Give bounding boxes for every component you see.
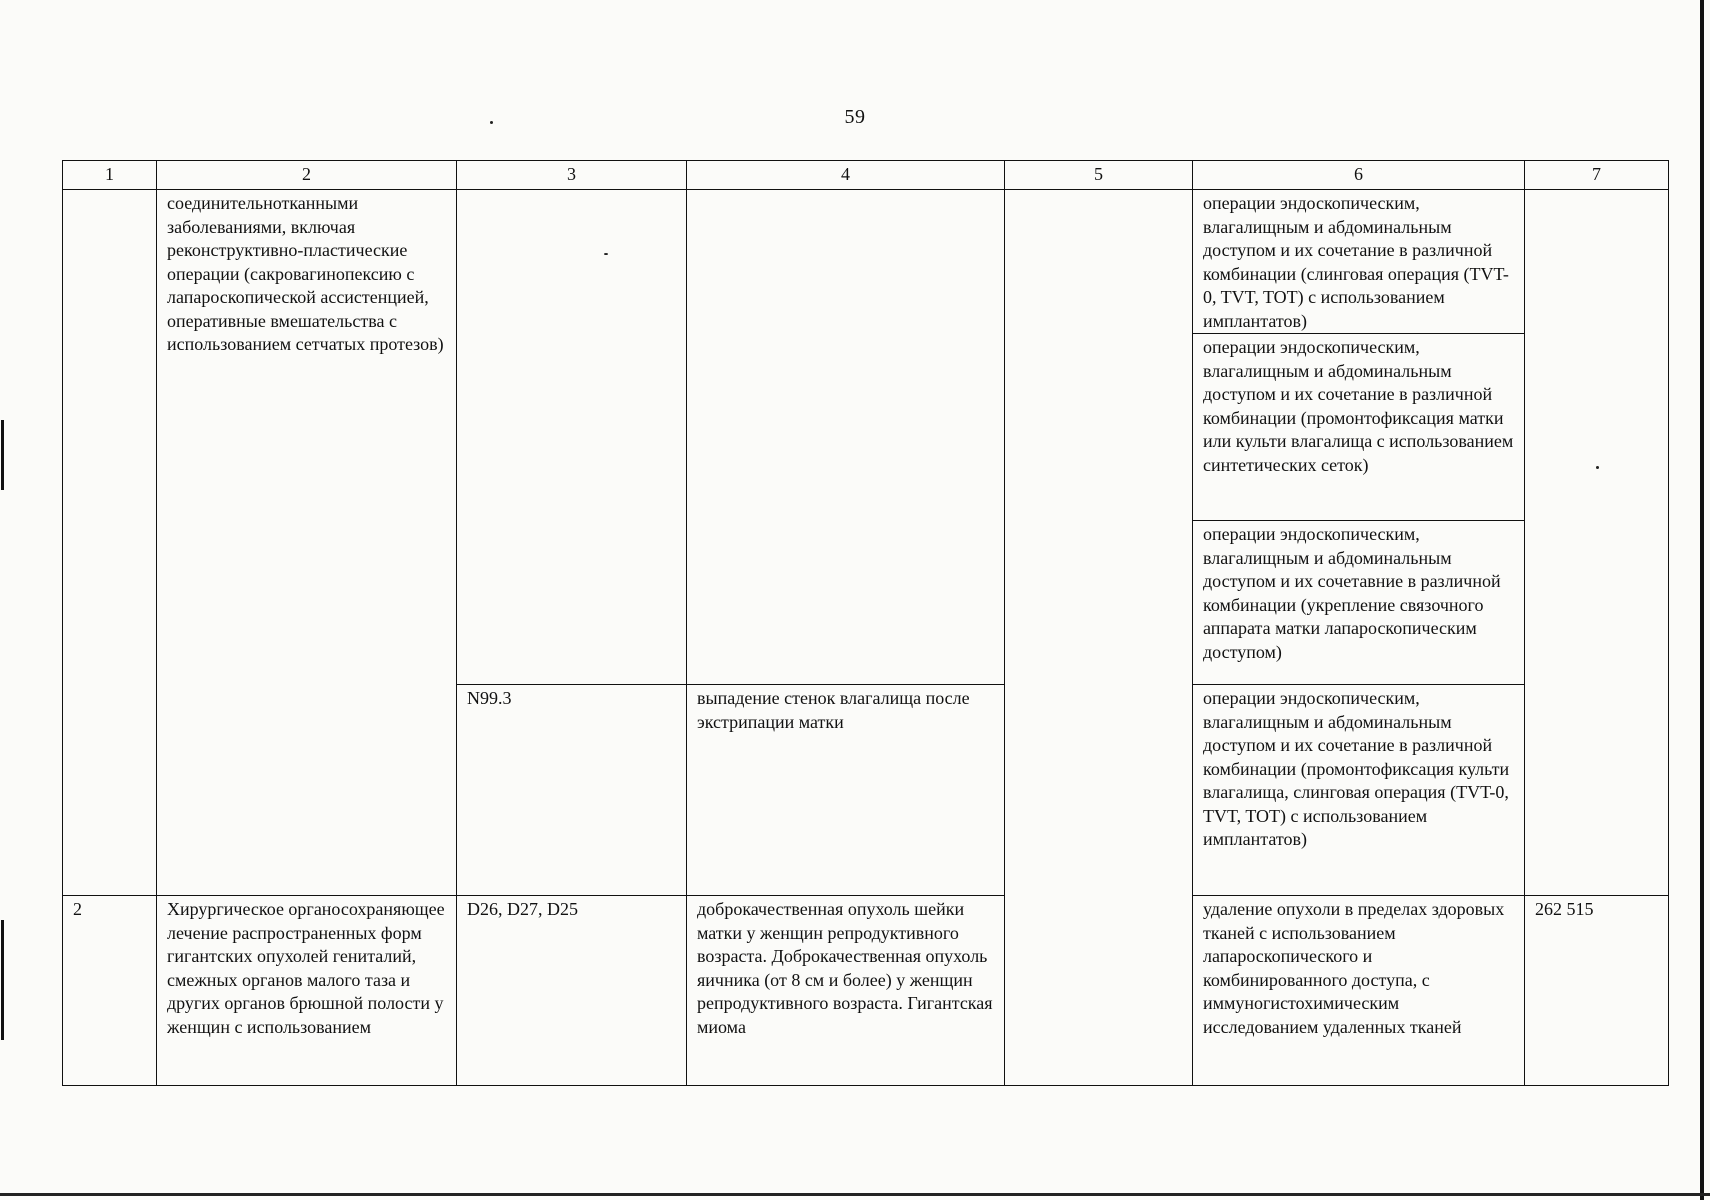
header-col-5: 5: [1005, 161, 1193, 190]
scan-bottom-edge: [0, 1193, 1710, 1196]
cell-cost-row2: 262 515: [1525, 896, 1669, 1086]
scan-edge-line: [1700, 0, 1704, 1200]
cell-code-n99: N99.3: [457, 685, 687, 896]
cell-col1-empty: [63, 190, 157, 896]
cell-col7-empty: [1525, 190, 1669, 896]
scan-left-mark: [1, 420, 4, 490]
header-col-2: 2: [157, 161, 457, 190]
cell-treatment-1: операции эндоскопическим, влагалищным и абдоминальным доступом и их сочетание в различной комбинации (слинговая операция (TVT-0, TVT, TOT) с использованием имплантатов): [1193, 190, 1525, 334]
scan-left-mark: [1, 920, 4, 1040]
header-col-4: 4: [687, 161, 1005, 190]
cell-row-number: 2: [63, 896, 157, 1086]
header-col-3: 3: [457, 161, 687, 190]
cell-method-continued: соединительнотканными заболеваниями, включая реконструктивно-пластические операции (сакровагинопексию с лапароскопической ассистенцией, оперативные вмешательства с использованием сетчатых протезов): [157, 190, 457, 896]
cell-treatment-2: операции эндоскопическим, влагалищным и абдоминальным доступом и их сочетание в различной комбинации (промонтофиксация матки или культи влагалища с использованием синтетических сеток): [1193, 334, 1525, 521]
header-row: [63, 161, 1669, 190]
cell-code-row2: D26, D27, D25: [457, 896, 687, 1086]
cell-model-n99: выпадение стенок влагалища после экстрипации матки: [687, 685, 1005, 896]
medical-services-table: [62, 160, 1669, 1086]
cell-treatment-row2: удаление опухоли в пределах здоровых тканей с использованием лапароскопического и комбинированного доступа, с иммуногистохимическим исследованием удаленных тканей: [1193, 896, 1525, 1086]
cell-model-row2: доброкачественная опухоль шейки матки у женщин репродуктивного возраста. Доброкачественная опухоль яичника (от 8 см и более) у женщин репродуктивного возраста. Гигантская миома: [687, 896, 1005, 1086]
header-col-1: 1: [63, 161, 157, 190]
header-col-6: 6: [1193, 161, 1525, 190]
scan-speck: [490, 121, 493, 124]
cell-treatment-3: операции эндоскопическим, влагалищным и абдоминальным доступом и их сочетавние в различной комбинации (укрепление связочного аппарата матки лапароскопическим доступом): [1193, 521, 1525, 685]
table-row: [63, 896, 1669, 1086]
cell-method-row2: Хирургическое органосохраняющее лечение распространенных форм гигантских опухолей гениталий, смежных органов малого таза и других органов брюшной полости у женщин с использованием: [157, 896, 457, 1086]
table-row: [63, 190, 1669, 334]
cell-treatment-n99: операции эндоскопическим, влагалищным и абдоминальным доступом и их сочетание в различной комбинации (промонтофиксация культи влагалища, слинговая операция (TVT-0, TVT, TOT) с использованием имплантатов): [1193, 685, 1525, 896]
cell-model-empty: [687, 190, 1005, 685]
header-col-7: 7: [1525, 161, 1669, 190]
cell-col5-empty: [1005, 190, 1193, 1086]
page-number: 59: [844, 106, 866, 128]
cell-code-empty: [457, 190, 687, 685]
